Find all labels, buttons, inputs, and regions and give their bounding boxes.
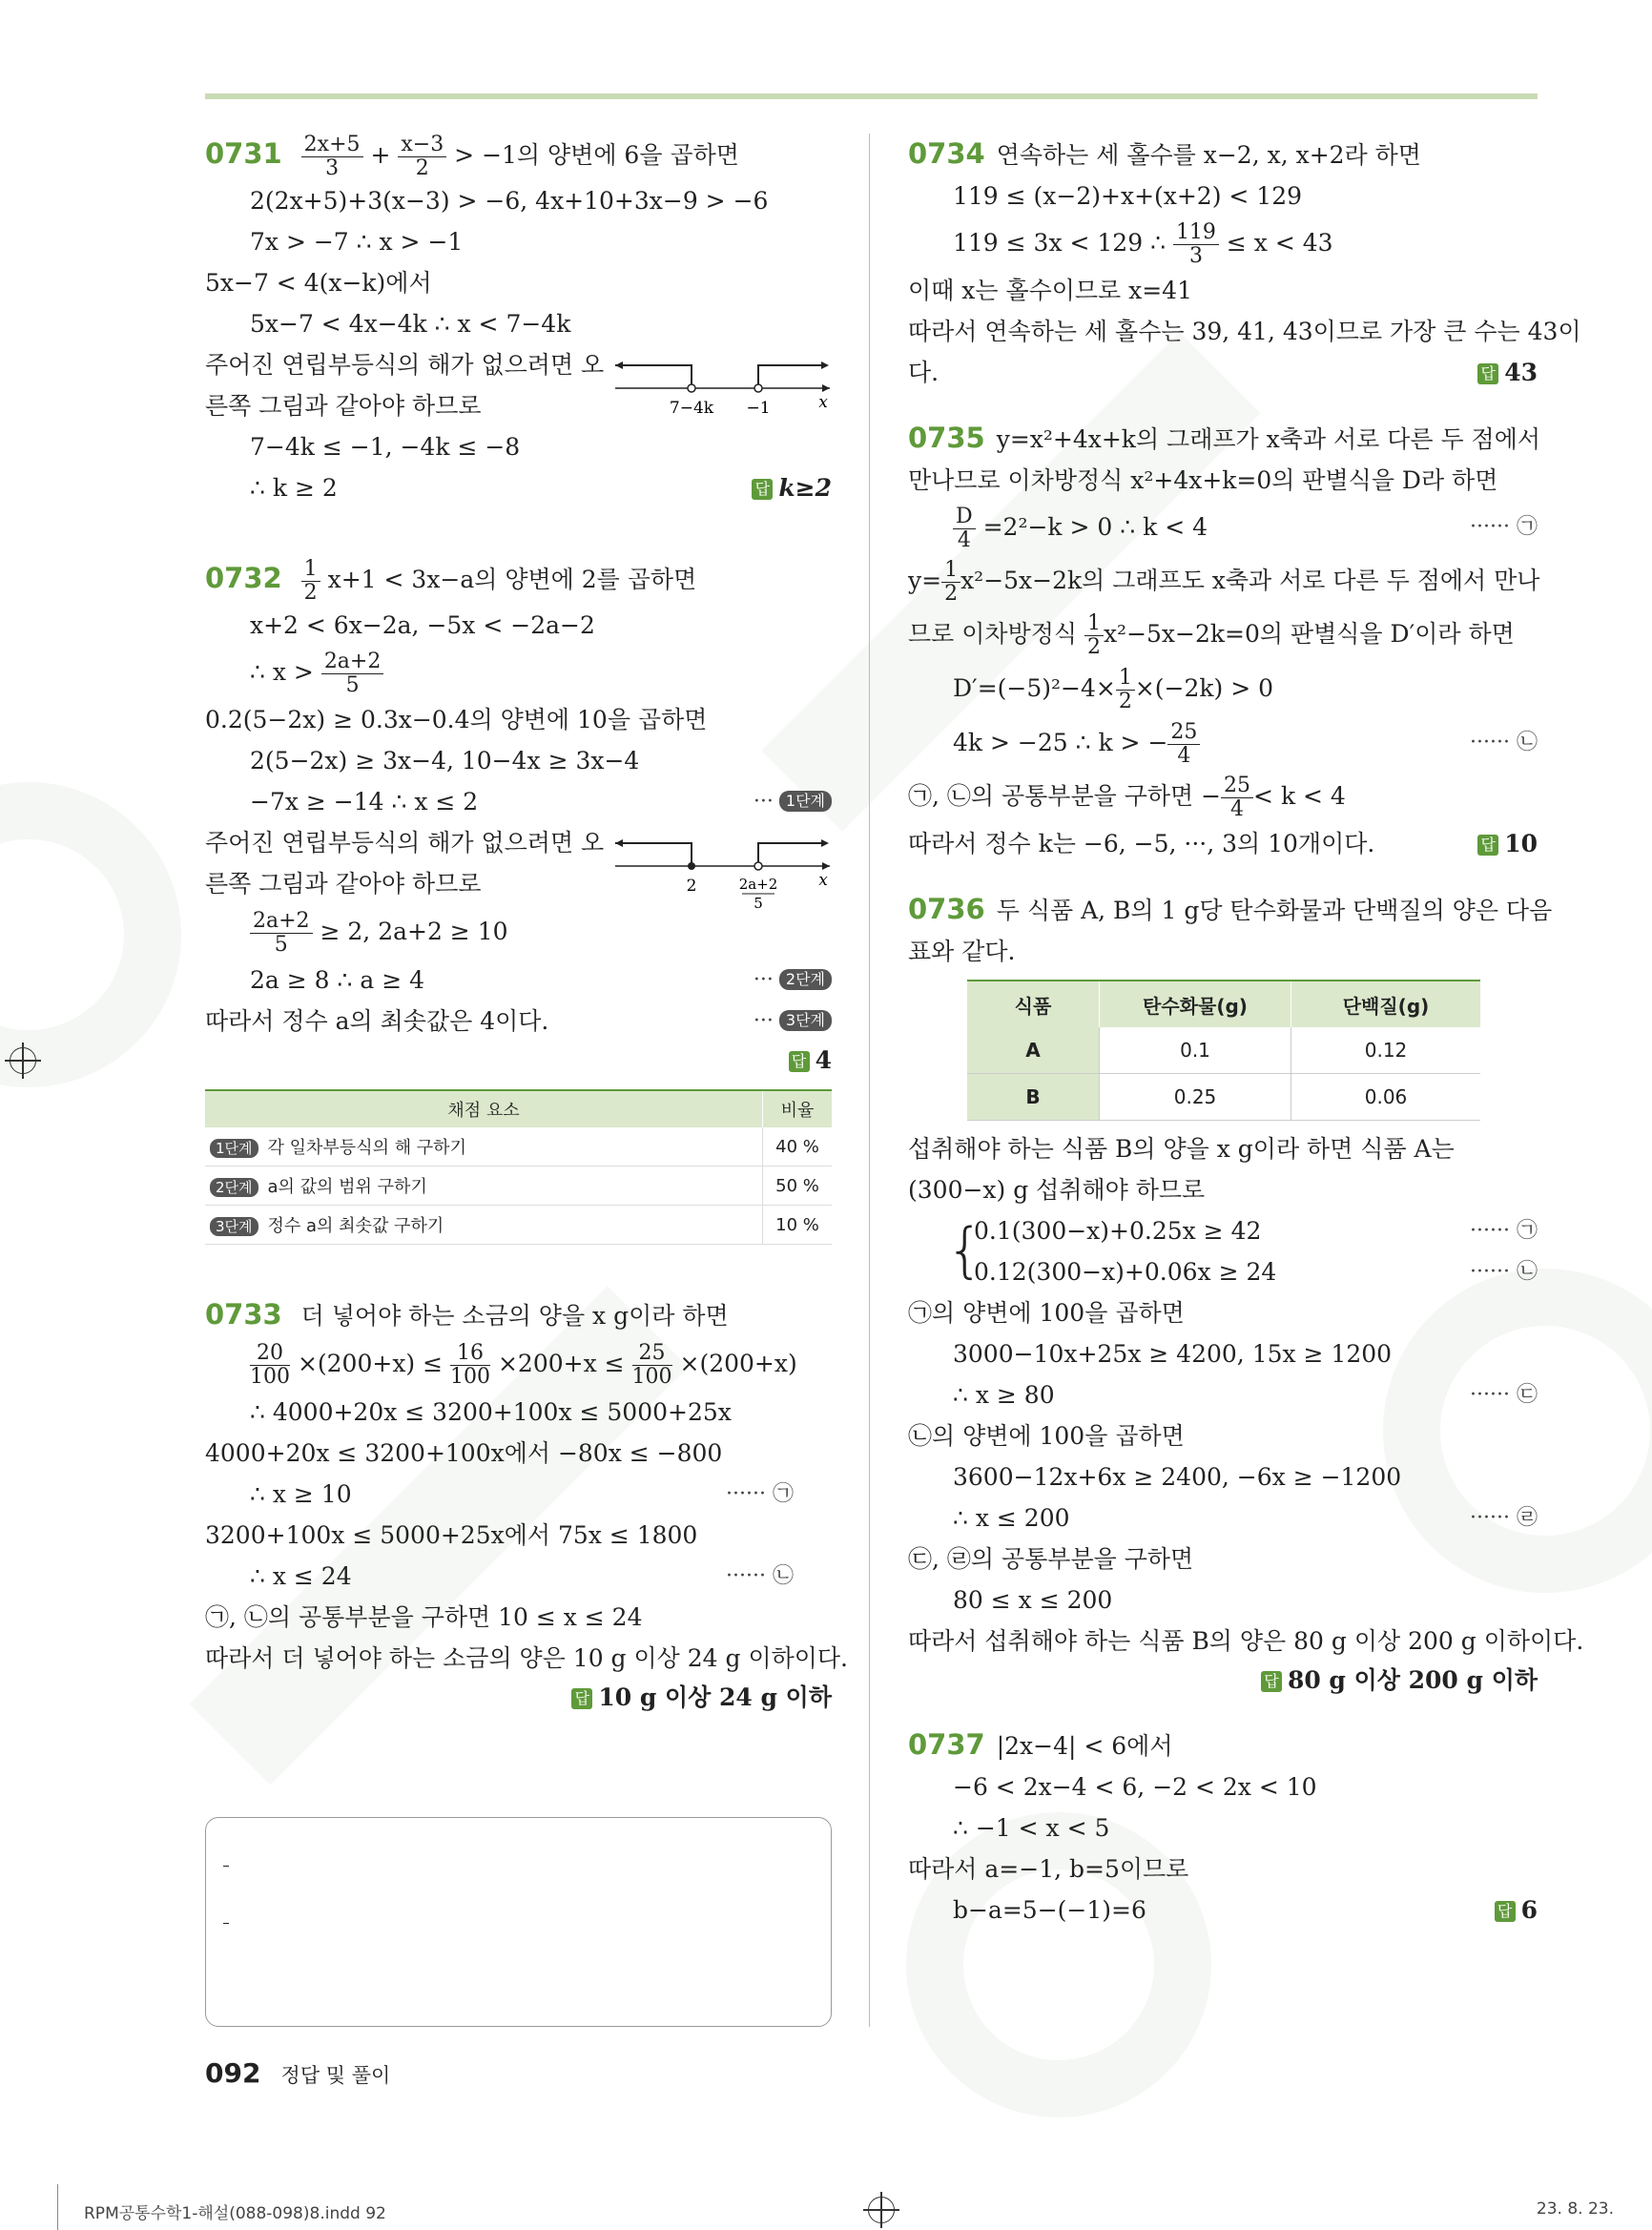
problem-0734: 0734 연속하는 세 홀수를 x−2, x, x+2라 하면 119 ≤ (x−2)+x+(x+2) < 129 119 ≤ 3x < 129 ∴ $\frac{119}{3}$ ≤ x < 43 이때 x는 홀수이므로 x=41 따라서 연속하는 세 홀수는 39, 41, 43이므로 가장 큰 수는 43이 다. 답 43	[908, 134, 1538, 393]
number-line-label: 2	[686, 877, 697, 896]
solution-line: 른쪽 그림과 같아야 하므로	[205, 392, 482, 420]
column-divider	[869, 134, 870, 2027]
answer: 답 k≥2	[752, 467, 832, 508]
crop-mark	[57, 2184, 58, 2230]
table-row: 1단계 각 일차부등식의 해 구하기 40 %	[205, 1127, 832, 1167]
fraction: $\frac{2a+2}{5}$	[321, 650, 384, 697]
solution-line: 2(5−2x) ≥ 3x−4, 10−4x ≥ 3x−4	[250, 747, 640, 774]
rpm-tip-box	[205, 1817, 832, 2027]
solution-line: (300−x) g 섭취해야 하므로	[908, 1176, 1206, 1204]
fraction: $\frac{1}{2}$	[1084, 612, 1104, 659]
number-line-label: 7−4k	[669, 399, 714, 418]
solution-line: −6 < 2x−4 < 6, −2 < 2x < 10	[953, 1773, 1317, 1801]
problem-number: 0732	[205, 562, 282, 594]
solution-line: 5x−7 < 4(x−k)에서	[205, 269, 432, 297]
number-line-diagram	[615, 344, 832, 421]
registration-mark-icon	[10, 1047, 36, 1074]
problem-number: 0736	[908, 893, 985, 925]
table-row: B 0.25 0.06	[967, 1074, 1480, 1121]
problem-0731: 0731 $\frac{2x+5}{3}$ + $\frac{x-3}{2}$ > −1의 양변에 6을 곱하면 2(2x+5)+3(x−3) > −6, 4x+10+3x−9 > −6 7x > −7 ∴ x > −1 5x−7 < 4(x−k)에서 5x−7 < 4x−4k ∴ x < 7−4k 주어진 연립부등식의 해가 없으려면 오 른쪽 그림과 같아야 하므로 7−4k −1 x 7−4k ≤ −1, −4k ≤ −8 ∴ k ≥ 2 답 k≥2	[205, 134, 832, 508]
step-badge: 2단계	[779, 969, 832, 990]
solution-line: 섭취해야 하는 식품 B의 양을 x g이라 하면 식품 A는	[908, 1135, 1455, 1163]
table-row: 3단계 정수 a의 최솟값 구하기 10 %	[205, 1206, 832, 1245]
fraction: $\frac{20}{100}$	[250, 1341, 290, 1389]
fraction: $\frac{x-3}{2}$	[398, 134, 446, 180]
fraction: $\frac{25}{4}$	[1167, 721, 1200, 768]
answer: 답 4	[205, 1042, 832, 1080]
number-line-diagram	[615, 822, 832, 910]
section-title: 정답 및 풀이	[280, 2064, 391, 2087]
solution-line: ∴ −1 < x < 5	[953, 1814, 1110, 1842]
step-badge: 3단계	[779, 1010, 832, 1031]
solution-line: 따라서 섭취해야 하는 식품 B의 양은 80 g 이상 200 g 이하이다.	[908, 1627, 1584, 1655]
solution-line: 80 ≤ x ≤ 200	[953, 1586, 1113, 1614]
problem-0737: 0737 |2x−4| < 6에서 −6 < 2x−4 < 6, −2 < 2x < 10 ∴ −1 < x < 5 따라서 a=−1, b=5이므로 b−a=5−(−1)=6 답 6	[908, 1724, 1538, 1931]
solution-line: ∴ k ≥ 2	[250, 474, 338, 502]
solution-line: 표와 같다.	[908, 938, 1016, 965]
fraction: $\frac{2a+2}{5}$	[250, 910, 313, 957]
solution-line: 3000−10x+25x ≥ 4200, 15x ≥ 1200	[953, 1340, 1393, 1368]
table-row: 2단계 a의 값의 범위 구하기 50 %	[205, 1167, 832, 1206]
number-line-label: 5	[754, 895, 763, 910]
solution-line: 주어진 연립부등식의 해가 없으려면 오	[205, 351, 605, 379]
fraction: $\frac{2x+5}{3}$	[301, 134, 363, 180]
solution-line: 만나므로 이차방정식 x²+4x+k=0의 판별식을 D라 하면	[908, 466, 1498, 494]
solution-line: ㉠, ㉡의 공통부분을 구하면 10 ≤ x ≤ 24	[205, 1603, 643, 1631]
solution-line: ㉡의 양변에 100을 곱하면	[908, 1422, 1185, 1450]
solution-line: 7−4k ≤ −1, −4k ≤ −8	[250, 433, 521, 461]
problem-number: 0733	[205, 1298, 282, 1331]
fraction: $\frac{119}{3}$	[1173, 221, 1219, 268]
solution-line: 른쪽 그림과 같아야 하므로	[205, 870, 482, 898]
problem-number: 0734	[908, 137, 985, 170]
solution-line: 따라서 연속하는 세 홀수는 39, 41, 43이므로 가장 큰 수는 43이	[908, 318, 1581, 345]
scoring-table: 채점 요소 비율 1단계 각 일차부등식의 해 구하기 40 % 2단계 a의 값의 범위 구하기 50 % 3단계 정수 a의 최솟값 구하기 10 %	[205, 1089, 832, 1245]
print-date: 23. 8. 23.	[1536, 2199, 1614, 2219]
watermark-circle	[0, 782, 181, 1087]
solution-line: 2(2x+5)+3(x−3) > −6, 4x+10+3x−9 > −6	[250, 187, 769, 215]
fraction	[223, 1923, 229, 1924]
fraction: $\frac{25}{4}$	[1221, 774, 1253, 821]
answer: 답 80 g 이상 200 g 이하	[908, 1662, 1538, 1700]
fraction: $\frac{25}{100}$	[631, 1341, 672, 1389]
solution-line: 119 ≤ (x−2)+x+(x+2) < 129	[953, 182, 1303, 210]
food-table: 식품 탄수화물(g) 단백질(g) A 0.1 0.12 B 0.25 0.06	[967, 980, 1480, 1121]
solution-line: x+2 < 6x−2a, −5x < −2a−2	[250, 611, 595, 639]
fraction: $\frac{16}{100}$	[450, 1341, 491, 1389]
fraction: $\frac{1}{2}$	[1116, 667, 1135, 713]
solution-line: 7x > −7 ∴ x > −1	[250, 228, 464, 256]
fraction: $\frac{1}{2}$	[301, 558, 320, 605]
right-column	[908, 134, 1584, 1931]
problem-0736: 0736 두 식품 A, B의 1 g당 탄수화물과 단백질의 양은 다음 표와 같다. 식품 탄수화물(g) 단백질(g) A 0.1 0.12 B 0.25 0.06 섭취해야 하는 식품 B의 양을 x g이라 하면 식품 A는 (300−x) g 섭취해야 하므로 { 0.1(300−x)+0.25x ≥ 42 ······ ㉠ 0.12(300−x)+0.06x ≥ 24 ······ ㉡ ㉠의 양변에 100을 곱하면 3000−10x+25x ≥ 4200, 15x ≥ 1200 ∴ x ≥ 80 ······ ㉢ ㉡의 양변에 100을 곱하면 3600−12x+6x ≥ 2400, −6x ≥ −1200 ∴ x ≤ 200 ······ ㉣ ㉢, ㉣의 공통부분을 구하면 80 ≤ x ≤ 200 따라서 섭취해야 하는 식품 B의 양은 80 g 이상 200 g 이하이다. 답 80 g 이상 200 g 이하	[908, 889, 1538, 1700]
number-line-label: 2a+2	[738, 876, 778, 893]
problem-number: 0731	[205, 137, 282, 170]
left-column	[205, 133, 848, 1717]
problem-0735: 0735 y=x²+4x+k의 그래프가 x축과 서로 다른 두 점에서 만나므로 이차방정식 x²+4x+k=0의 판별식을 D라 하면 $\frac{D}{4}$ =2²−k > 0 ∴ k < 4 ······ ㉠ y= $\frac{1}{2}$ x²−5x−2k의 그래프도 x축과 서로 다른 두 점에서 만나 므로 이차방정식 $\frac{1}{2}$ x²−5x−2k=0의 판별식을 D′이라 하면 D′=(−5)²−4× $\frac{1}{2}$ ×(−2k) > 0 4k > −25 ∴ k > − $\frac{25}{4}$ ······ ㉡ ㉠, ㉡의 공통부분을 구하면 − $\frac{25}{4}$ < k < 4 따라서 정수 k는 −6, −5, ···, 3의 10개이다. 답 10	[908, 418, 1538, 864]
system-of-inequalities: { 0.1(300−x)+0.25x ≥ 42 ······ ㉠ 0.12(300−x)+0.06x ≥ 24 ······ ㉡	[946, 1215, 1538, 1286]
registration-mark-icon	[868, 2197, 895, 2223]
fraction: $\frac{1}{2}$	[941, 559, 960, 606]
solution-line: ㉠의 양변에 100을 곱하면	[908, 1299, 1185, 1327]
answer: 답 10 g 이상 24 g 이하	[205, 1679, 832, 1717]
solution-line: ∴ 4000+20x ≤ 3200+100x ≤ 5000+25x	[250, 1398, 732, 1426]
number-line-label: x	[818, 871, 828, 890]
solution-line: 이때 x는 홀수이므로 x=41	[908, 277, 1192, 304]
problem-0732: 0732 $\frac{1}{2}$ x+1 < 3x−a의 양변에 2를 곱하면 x+2 < 6x−2a, −5x < −2a−2 ∴ x > $\frac{2a+2}{5}$ 0.2(5−2x) ≥ 0.3x−0.4의 양변에 10을 곱하면 2(5−2x) ≥ 3x−4, 10−4x ≥ 3x−4 −7x ≥ −14 ∴ x ≤ 2 1단계 ··· 주어진 연립부등식의 해가 없으려면 오 른쪽 그림과 같아야 하므로 2 2a+2 5 x $\frac{2a+2}{5}$ ≥ 2, 2a+2 ≥ 10 2a ≥ 8 ∴ a ≥ 4 2단계 ··· 따라서 정수 a의 최솟값은 4이다. 3단계 ··· 답 4 채점 요소 비율 1단계 각 일차부등식의 해 구하기 40 % 2단계 a의 값의 범위 구하기 50 % 3단계 정수 a의 최솟값 구하기 10 %	[205, 558, 832, 1245]
fraction	[223, 1866, 229, 1867]
problem-number: 0737	[908, 1728, 985, 1761]
problem-0733: 0733 더 넣어야 하는 소금의 양을 x g이라 하면 $\frac{20}{100}$ ×(200+x) ≤ $\frac{16}{100}$ ×200+x ≤ $\frac{25}{100}$ ×(200+x) ∴ 4000+20x ≤ 3200+100x ≤ 5000+25x 4000+20x ≤ 3200+100x에서 −80x ≤ −800 ∴ x ≥ 10 ······ ㉠ 3200+100x ≤ 5000+25x에서 75x ≤ 1800 ∴ x ≤ 24 ······ ㉡ ㉠, ㉡의 공통부분을 구하면 10 ≤ x ≤ 24 따라서 더 넣어야 하는 소금의 양은 10 g 이상 24 g 이하이다. 답 10 g 이상 24 g 이하	[205, 1294, 832, 1717]
solution-line: 3200+100x ≤ 5000+25x에서 75x ≤ 1800	[205, 1521, 698, 1549]
fraction: $\frac{D}{4}$	[953, 506, 976, 552]
solution-line: 5x−7 < 4x−4k ∴ x < 7−4k	[250, 310, 571, 338]
page-footer	[205, 2057, 390, 2089]
solution-line: 따라서 a=−1, b=5이므로	[908, 1855, 1189, 1883]
solution-line: 주어진 연립부등식의 해가 없으려면 오	[205, 829, 605, 857]
answer: 답 43	[1477, 352, 1538, 393]
answer: 답 6	[1495, 1889, 1538, 1931]
table-row: A 0.1 0.12	[967, 1027, 1480, 1074]
number-line-label: x	[818, 393, 828, 412]
solution-line: 0.2(5−2x) ≥ 0.3x−0.4의 양변에 10을 곱하면	[205, 706, 708, 733]
solution-line: ㉢, ㉣의 공통부분을 구하면	[908, 1545, 1194, 1573]
solution-line: 4000+20x ≤ 3200+100x에서 −80x ≤ −800	[205, 1439, 723, 1467]
problem-number: 0735	[908, 422, 985, 454]
page-number: 092	[205, 2057, 261, 2089]
top-rule	[205, 93, 1538, 99]
solution-line: 따라서 더 넣어야 하는 소금의 양은 10 g 이상 24 g 이하이다.	[205, 1644, 848, 1672]
number-line-label: −1	[746, 399, 771, 418]
answer: 답 10	[1477, 823, 1538, 864]
file-info: RPM공통수학1-해설(088-098)8.indd 92	[84, 2204, 386, 2223]
step-badge: 1단계	[779, 791, 832, 812]
solution-line: 3600−12x+6x ≥ 2400, −6x ≥ −1200	[953, 1463, 1402, 1491]
